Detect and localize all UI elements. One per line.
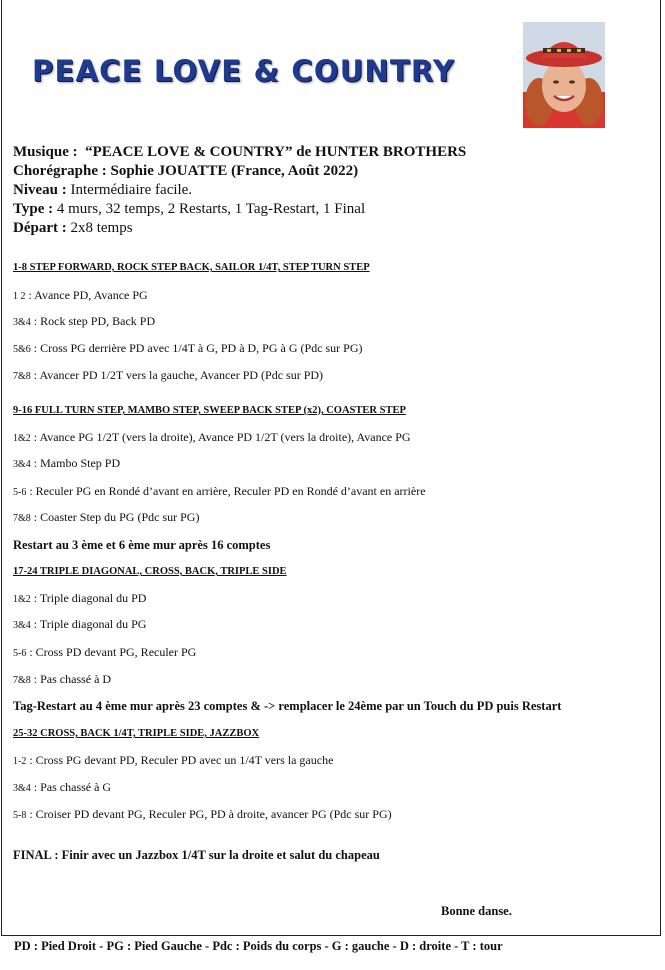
step-line [13,456,120,471]
step-count: 3&4 [13,317,31,328]
step-line [13,645,196,660]
section-heading-2: 9-16 FULL TURN STEP, MAMBO STEP, SWEEP BACK STEP (x2), COASTER STEP [13,405,406,416]
musique-row [13,143,466,162]
step-line [13,341,363,356]
step-count: 7&8 [13,675,31,686]
step-text: : Triple diagonal du PD [33,591,147,605]
dance-info [13,143,466,238]
step-count: 1 2 [13,291,26,302]
step-count: 5-6 [13,648,27,659]
step-count: 7&8 [13,371,31,382]
step-count: 5&6 [13,344,31,355]
step-text: : Triple diagonal du PG [33,617,147,631]
type-value: 4 murs, 32 temps, 2 Restarts, 1 Tag-Restart, 1 Final [56,201,366,217]
niveau-row [13,181,466,200]
section-heading-3: 17-24 TRIPLE DIAGONAL, CROSS, BACK, TRIPLE SIDE [13,566,287,577]
step-line [13,807,392,822]
step-line [13,430,411,445]
step-line [13,780,111,795]
final-note: FINAL : Finir avec un Jazzbox 1/4T sur la droite et salut du chapeau [13,848,380,862]
step-text: : Rock step PD, Back PD [33,314,156,328]
step-line [13,753,333,768]
step-count: 7&8 [13,513,31,524]
depart-value: 2x8 temps [70,220,133,236]
step-text: : Avancer PD 1/2T vers la gauche, Avancer PD (Pdc sur PD) [33,368,324,382]
step-line [13,510,199,525]
step-text: : Cross PG derrière PD avec 1/4T à G, PD à D, PG à G (Pdc sur PG) [33,341,363,355]
step-count: 1&2 [13,433,31,444]
depart-row [13,219,466,238]
step-text: : Cross PD devant PG, Reculer PG [29,645,197,659]
step-count: 5-6 [13,487,27,498]
dancer-portrait-icon [523,22,605,128]
step-count: 3&4 [13,783,31,794]
choregraphe-label: Chorégraphe : [13,163,107,179]
step-count: 3&4 [13,459,31,470]
section-heading-1: 1-8 STEP FORWARD, ROCK STEP BACK, SAILOR 1/4T, STEP TURN STEP [13,262,370,273]
restart-note: Restart au 3 ème et 6 ème mur après 16 comptes [13,538,271,552]
step-text: : Avance PD, Avance PG [28,288,148,302]
step-text: : Cross PG devant PD, Reculer PD avec un 1/4T vers la gauche [29,753,334,767]
step-text: : Croiser PD devant PG, Reculer PG, PD à droite, avancer PG (Pdc sur PG) [29,807,392,821]
step-line [13,314,155,329]
step-count: 3&4 [13,620,31,631]
type-label: Type : [13,201,54,217]
step-line [13,368,323,383]
step-count: 1&2 [13,594,31,605]
step-line [13,672,111,687]
step-count: 5-8 [13,810,27,821]
step-text: : Mambo Step PD [33,456,121,470]
choregraphe-row [13,162,466,181]
step-text: : Pas chassé à G [33,780,112,794]
closing-text: Bonne danse. [441,904,512,918]
choregraphe-value: Sophie JOUATTE (France, Août 2022) [110,163,359,179]
step-line [13,617,146,632]
step-line [13,484,426,499]
section-heading-4: 25-32 CROSS, BACK 1/4T, TRIPLE SIDE, JAZZBOX [13,728,260,739]
step-text: : Coaster Step du PG (Pdc sur PG) [33,510,200,524]
step-text: : Pas chassé à D [33,672,112,686]
step-text: : Avance PG 1/2T (vers la droite), Avance PD 1/2T (vers la droite), Avance PG [33,430,411,444]
musique-label: Musique : [13,144,78,160]
step-count: 1-2 [13,756,27,767]
dance-title: PEACE LOVE & COUNTRY [32,54,456,88]
niveau-label: Niveau : [13,182,67,198]
abbreviation-legend: PD : Pied Droit - PG : Pied Gauche - Pdc : Poids du corps - G : gauche - D : droite - T : tour [14,939,503,953]
step-text: : Reculer PG en Rondé d’avant en arrière, Reculer PD en Rondé d’avant en arrière [29,484,426,498]
tag-restart-note: Tag-Restart au 4 ème mur après 23 comptes & -> remplacer le 24ème par un Touch du PD puis Restart [13,699,562,713]
niveau-value: Intermédiaire facile. [70,182,193,198]
type-row [13,200,466,219]
step-line [13,288,148,303]
depart-label: Départ : [13,220,67,236]
musique-value: “PEACE LOVE & COUNTRY” de HUNTER BROTHERS [85,144,467,160]
step-line [13,591,146,606]
